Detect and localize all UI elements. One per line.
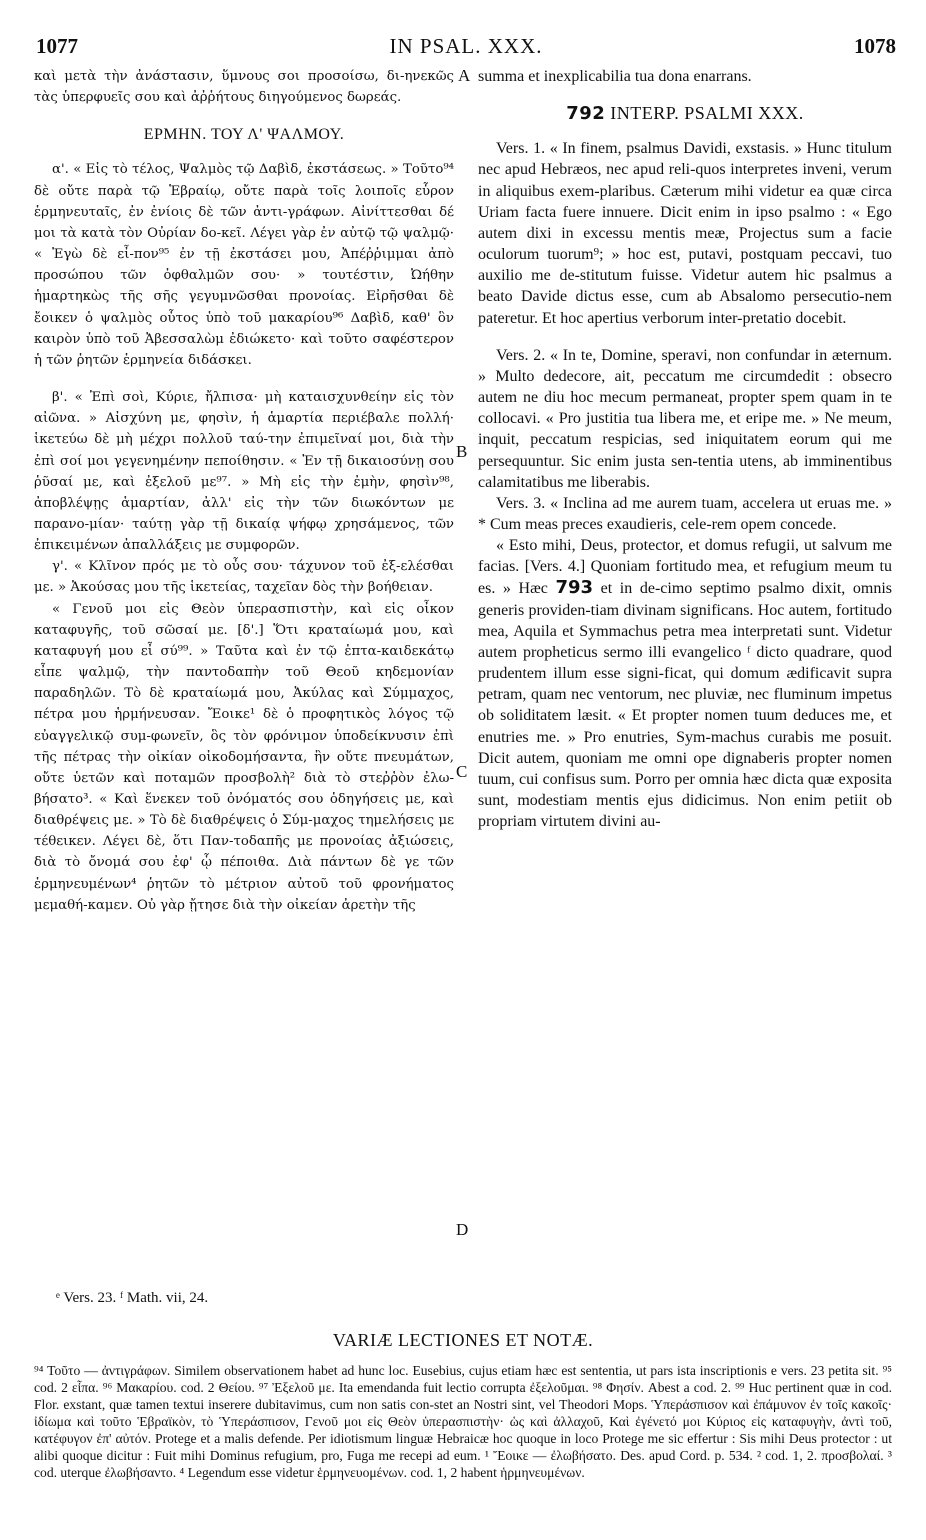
latin-paragraph <box>478 535 892 832</box>
greek-intro: καὶ μετὰ τὴν ἀνάστασιν, ὕμνους σοι προσοίσω, δι-ηνεκῶς τὰς ὑπερφυεῖς σου καὶ ἀῤῥήτους διηγούμενος δωρεάς. <box>34 69 454 106</box>
latin-section-title-text: INTERP. PSALMI XXX. <box>610 103 804 124</box>
section-number: 792 <box>566 103 606 125</box>
latin-paragraph-text: et in de-cimo septimo psalmo dixit, omnis generis providen-tiam divinam significans. Hoc autem, fortitudo mea, Aquila et Symmachus petra mea interpretati sunt. Videtur autem propheticus sermo illi evangelico ᶠ dicto quadrare, quod prudentem illum esse signi-ficat, qui domum ædificavit supra petram, quam nec ventorum, nec pluviæ, nec fluminum impetus ob soliditatem læsit. « Et propter nomen tuum deduces me, et enutries me. » Pro enutries, Sym-machus curabis me posuit. Dicit autem, quoniam me omni ope dignaberis propter nomen tuum, cui confisus sum. Porro per omnia hæc dicta quæ exposita sunt, modestiam mentis ejus didicimus. Non enim petiit ob propriam virtutem divini au- <box>478 580 893 831</box>
margin-marker-d: D <box>456 1220 469 1239</box>
greek-paragraph: « Γενοῦ μοι εἰς Θεὸν ὑπερασπιστὴν, καὶ εἰς οἶκον καταφυγῆς, τοῦ σῶσαί με. [δ'.] Ὅτι κραταίωμά μου, καὶ καταφυγή μου εἶ σύ⁹⁹. » Ταῦτα καὶ ἐν τῷ ἑπτα-καιδεκάτῳ εἶπε ψαλμῷ, τὴν παντοδαπὴν τοῦ Θεοῦ κηδεμονίαν παραδηλῶν. Τὸ δὲ κραταίωμά μου, Ἀκύλας καὶ Σύμμαχος, πέτρα μου ἡρμήνευσαν. Ἔοικε¹ δὲ ὁ προφητικὸς λόγος τῷ εὐαγγελικῷ συμ-φωνεῖν, ὃς τὸν φρόνιμον ὑποδείκνυσιν ἐπὶ τῆς πέτρας τὴν οἰκίαν οἰκοδομήσαντα, ἣν οὔτε πνευμάτων, οὔτε ὑετῶν καὶ ποταμῶν προσβολὴ² διὰ τὸ στεῤῥὸν ἐλω-βήσατο³. « Καὶ ἕνεκεν τοῦ ὀνόματός σου ὁδηγήσεις με, καὶ διαθρέψεις με. » Τὸ δὲ διαθρέψεις ὁ Σύμ-μαχος τημελήσεις με τέθεικεν. Λέγει δὲ, ὅτι Παν-τοδαπῆς με προνοίας ἀξιώσεις, διὰ τὸ ὄνομά σου ἐφ' ᾧ πέποιθα. Διὰ πάντων δὲ γε τῶν ἑρμηνευμένων⁴ ῥητῶν τὸ μέτριον αὐτοῦ τοῦ φρονήματος μεμαθή-καμεν. Οὐ γὰρ ᾔτησε διὰ τὴν οἰκείαν ἀρετὴν τῆς <box>34 601 454 913</box>
variae-title: VARIÆ LECTIONES ET NOTÆ. <box>332 1330 594 1350</box>
footnote: ᵉ Vers. 23. ᶠ Math. vii, 24. <box>56 1290 209 1306</box>
greek-paragraph: α'. « Εἰς τὸ τέλος, Ψαλμὸς τῷ Δαβὶδ, ἐκστάσεως. » Τοῦτο⁹⁴ δὲ οὔτε παρὰ τῷ Ἑβραίῳ, οὔτε παρὰ τοῖς λοιποῖς εὗρον ἑρμηνευταῖς, ἐν ἐνίοις δὲ τῶν ἀντι-γράφων. Αἰνίττεσθαι δέ μοι τὰ κατὰ τὸν Οὐρίαν δο-κεῖ. Λέγει γὰρ ἐν αὐτῷ τῷ ψαλμῷ· « Ἐγὼ δὲ εἶ-πον⁹⁵ ἐν τῇ ἐκστάσει μου, Ἀπέῤῥιμμαι ἀπὸ προσώπου τῶν ὀφθαλμῶν σου· » τουτέστιν, Ὠήθην ἡμαρτηκὼς τῆς σῆς γεγυμνῶσθαι προνοίας. Εἰρῆσθαι δὲ ἔοικεν ὁ ψαλμὸς οὗτος ὑπὸ τοῦ μακαρίου⁹⁶ Δαβὶδ, καθ' ὃν καιρὸν ὑπὸ τοῦ Ἀβεσσαλὼμ ἐδιώκετο· καὶ τοῦτο σαφέστερον ἡ τῶν ῥητῶν ἑρμηνεία διδάσκει. <box>34 162 454 368</box>
margin-marker-b: B <box>456 442 468 461</box>
latin-paragraph: Vers. 2. « In te, Domine, speravi, non confundar in æternum. » Multo dedecore, ait, peccatum me circumdedit : obsecro autem ne diu hoc mecum permaneat, propter spem quam in te collocavi. « Pro justitia tua libera me, et eripe me. » Ne meum, inquit, peccatum respicias, sed iniquitatem eorum qui me persequuntur. Sic enim justa sen-tentia utens, ab imminentibus calamitatibus me liberabis. <box>478 346 892 491</box>
latin-paragraph-text: « Esto mihi, Deus, protector, et domus refugii, ut salvum me facias. [Vers. 4.] Quoniam fortitudo mea, et refugium meum tu es. » Hæc <box>478 537 892 598</box>
running-title: IN PSAL. XXX. <box>389 34 543 58</box>
page-header <box>36 34 896 60</box>
latin-intro: summa et inexplicabilia tua dona enarrans. <box>478 68 752 85</box>
section-number: 793 <box>555 577 594 599</box>
greek-column <box>34 66 454 916</box>
greek-paragraph: β'. « Ἐπὶ σοὶ, Κύριε, ἤλπισα· μὴ καταισχυνθείην εἰς τὸν αἰῶνα. » Αἰσχύνη με, φησὶν, ἡ ἁμαρτία περιέβαλε πολλή· ἱκετεύω δὲ μὴ μέχρι πολλοῦ ταύ-την ἐπιμεῖναί μοι, διὰ τὴν ἐπὶ σοί μοι γεγενημένην πεποίθησιν. « Ἐν τῇ δικαιοσύνῃ σου ῥῦσαί με, καὶ ἐξελοῦ με⁹⁷. » Μὴ εἰς τὴν ἐμὴν, φησὶν⁹⁸, ἀποβλέψῃς ἁμαρτίαν, ἀλλ' εἰς τὴν τῶν διωκόντων με παρανο-μίαν· ταύτῃ γὰρ τῇ δικαίᾳ ψήφῳ χρησάμενος, τῶν ἐπικειμένων ἀπαλλάξεις με συμφορῶν. <box>34 390 454 554</box>
margin-marker-a: A <box>458 66 471 85</box>
latin-section-title <box>478 103 892 124</box>
right-page-number: 1078 <box>854 34 896 58</box>
margin-marker-c: C <box>456 762 468 781</box>
latin-paragraph: Vers. 1. « In finem, psalmus Davidi, exstasis. » Hunc titulum nec apud Hebræos, nec apud reli-quos interpretes inveni, verum in aliquibus exem-plaribus. Cæterum mihi videtur ea quæ circa Uriam facta fuere innuere. Dicit enim in ipso psalmo : « Ego autem dixi in excessu mentis meæ, Projectus sum a facie oculorum tuorum⁹; » hoc est, putavi, postquam peccavi, tuo auxilio me de-stitutum fuisse. Videtur autem hic psalmus a beato Davide dictus esse, cum ab Absalomo persecutio-nem pateretur. Et hoc apertius verborum inter-pretatio docebit. <box>478 140 892 327</box>
left-page-number: 1077 <box>36 34 78 58</box>
greek-section-title: ΕΡΜΗΝ. ΤΟΥ Λ' ΨΑΛΜΟΥ. <box>143 126 345 144</box>
latin-paragraph: Vers. 3. « Inclina ad me aurem tuam, accelera ut eruas me. » * Cum meas preces exaudieris, cele-rem opem concede. <box>478 494 892 533</box>
greek-paragraph: γ'. « Κλῖνον πρός με τὸ οὖς σου· τάχυνον τοῦ ἐξ-ελέσθαι με. » Ἀκούσας μου τῆς ἱκετείας, ταχεῖαν δὸς τὴν βοήθειαν. <box>34 559 454 596</box>
latin-column <box>478 66 892 832</box>
notes-text: ⁹⁴ Τοῦτο — ἀντιγράφων. Similem observationem habet ad hunc loc. Eusebius, cujus etiam hæc est sententia, ut pars ista inscriptionis e vers. 23 petita sit. ⁹⁵ cod. 2 εἶπα. ⁹⁶ Μακαρίου. cod. 2 Θείου. ⁹⁷ Ἐξελοῦ με. Ita emendanda fuit lectio corrupta ἐξελοῦμαι. ⁹⁸ Φησίν. Abest a cod. 2. ⁹⁹ Huc pertinent quæ in cod. Flor. exstant, quæ tamen textui inserere dubitavimus, cum non satis con-stet an Nostri sint, vel Theodori Mops. Ὑπεράσπισον καὶ ἐπάμυνον ἐν τοῖς κακοῖς· ἰδίωμα καὶ τοῦτο Ἑβραϊκὸν, τὸ Ὑπεράσπισον, Γενοῦ μοι εἰς Θεὸν ὑπερασπιστὴν· ὡς καὶ ἀλλαχοῦ, Καὶ ἐγένετό μοι Κύριος εἰς καταφυγὴν, ἀντὶ τοῦ, κατέφυγον ἐπ' αὐτόν. Protege et a malis defende. Per idiotismum linguæ Hebraicæ hoc quoque in loco Protege me sic effertur : Sis mihi Deus protector : ut alibi quoque dicitur : Fuit mihi Dominus refugium, pro, Fuga me recepi ad eum. ¹ Ἔοικε — ἐλωβήσατο. Des. apud Cord. p. 534. ² cod. 1, 2. προσβολαί. ³ cod. uterque ἐλωβήσαντο. ⁴ Legendum esse videtur ἑρμηνευομένων. cod. 1, 2 habent ἡρμηνευμένων. <box>34 1363 892 1480</box>
variae-notes <box>34 1362 892 1481</box>
